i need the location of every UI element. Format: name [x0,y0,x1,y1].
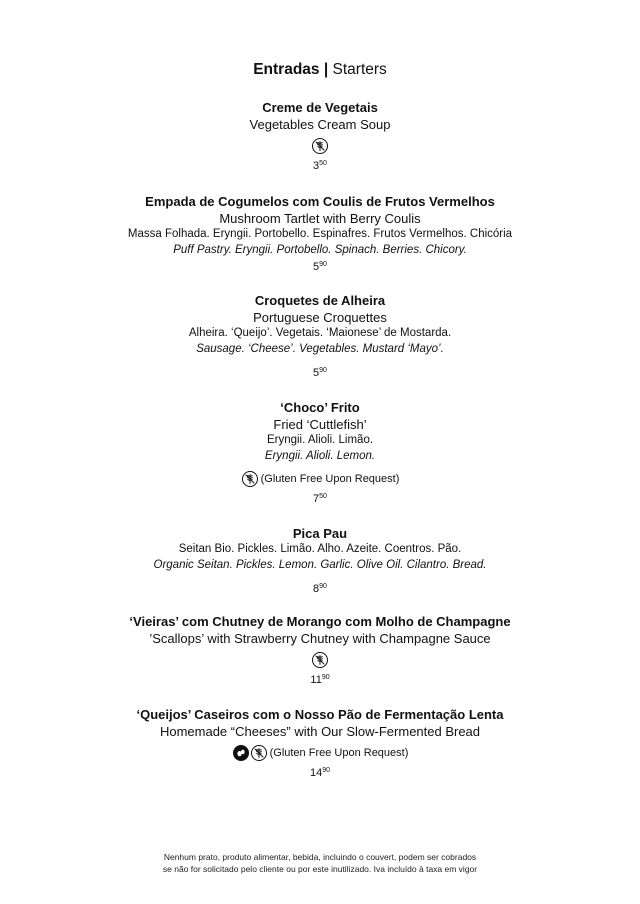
item-name-en: Homemade “Cheeses” with Our Slow-Fermented Bread [159,724,481,739]
item-price [0,673,640,687]
price-decimal: 90 [319,583,327,590]
legal-footer [0,851,640,875]
menu-item-queijos-caseiros [0,706,640,780]
menu-item-croquetes-de-alheira [0,292,640,380]
gluten-free-note: (Gluten Free Upon Request) [269,747,409,759]
item-name-en: Fried ‘Cuttlefish’ [273,417,367,432]
item-name-en: Vegetables Cream Soup [249,117,391,132]
item-name-pt: Creme de Vegetais [262,100,378,115]
menu-item-choco-frito [0,399,640,506]
gluten-free-icon [312,652,328,668]
item-ingredients-pt: Eryngii. Alioli. Limão. [266,434,374,446]
dietary-icons [0,468,640,490]
item-ingredients-pt: Massa Folhada. Eryngii. Portobello. Espinafres. Frutos Vermelhos. Chicória [127,228,513,240]
price-integer: 5 [313,367,320,379]
item-name-pt: Croquetes de Alheira [254,293,386,308]
price-integer: 5 [313,261,320,273]
item-price [0,366,640,380]
item-ingredients-en: Eryngii. Alioli. Lemon. [264,449,376,462]
nut-icon [233,745,249,761]
gluten-free-icon [242,471,258,487]
dietary-icons [0,135,640,157]
menu-item-vieiras [0,613,640,687]
menu-item-empada-de-cogumelos [0,193,640,274]
dietary-icons [0,742,640,764]
item-name-pt: ‘Choco’ Frito [280,400,360,415]
section-title [0,60,640,80]
price-integer: 7 [313,493,320,505]
item-price [0,260,640,274]
price-integer: 11 [310,674,322,686]
title-separator: | [319,61,333,78]
footer-line-2: se não for solicitado pelo cliente ou por este inutilizado. Iva incluído à taxa em vigor [162,864,478,874]
item-name-pt: Pica Pau [292,526,348,541]
menu-item-pica-pau [0,525,640,596]
item-name-en: ’Scallops’ with Strawberry Chutney with Champagne Sauce [149,631,491,646]
footer-line-1: Nenhum prato, produto alimentar, bebida, incluindo o couvert, podem ser cobrados [163,852,477,862]
price-integer: 14 [309,767,323,779]
item-ingredients-en: Puff Pastry. Eryngii. Portobello. Spinach. Berries. Chicory. [173,243,467,256]
item-price [0,582,640,596]
item-ingredients-en: Sausage. ‘Cheese’. Vegetables. Mustard ‘Mayo’. [196,342,444,355]
item-price [0,159,640,173]
section-title-en: Starters [332,61,387,78]
price-decimal: 90 [322,767,331,774]
item-price [0,492,640,506]
item-name-pt: ‘Vieiras’ com Chutney de Morango com Molho de Champagne [129,614,511,629]
gluten-free-icon [251,745,267,761]
price-decimal: 90 [319,261,327,268]
menu-item-creme-de-vegetais [0,99,640,173]
dietary-icons [0,649,640,671]
price-decimal: 90 [321,674,330,681]
item-name-pt: Empada de Cogumelos com Coulis de Frutos Vermelhos [145,194,495,209]
price-decimal: 50 [319,160,327,167]
price-decimal: 90 [319,367,327,374]
section-title-pt: Entradas [253,61,320,78]
item-ingredients-en: Organic Seitan. Pickles. Lemon. Garlic. Olive Oil. Cilantro. Bread. [153,558,487,571]
item-ingredients-pt: Alheira. ‘Queijo’. Vegetais. ‘Maionese’ de Mostarda. [188,327,452,339]
item-name-pt: ‘Queijos’ Caseiros com o Nosso Pão de Fermentação Lenta [136,707,504,722]
price-integer: 8 [313,583,320,595]
item-name-en: Mushroom Tartlet with Berry Coulis [219,211,421,226]
price-integer: 3 [313,160,320,172]
item-name-en: Portuguese Croquettes [253,310,387,325]
gluten-free-icon [312,138,328,154]
price-decimal: 50 [319,493,327,500]
item-price [0,766,640,780]
gluten-free-note: (Gluten Free Upon Request) [260,473,400,485]
item-ingredients-pt: Seitan Bio. Pickles. Limão. Alho. Azeite. Coentros. Pão. [178,543,462,555]
